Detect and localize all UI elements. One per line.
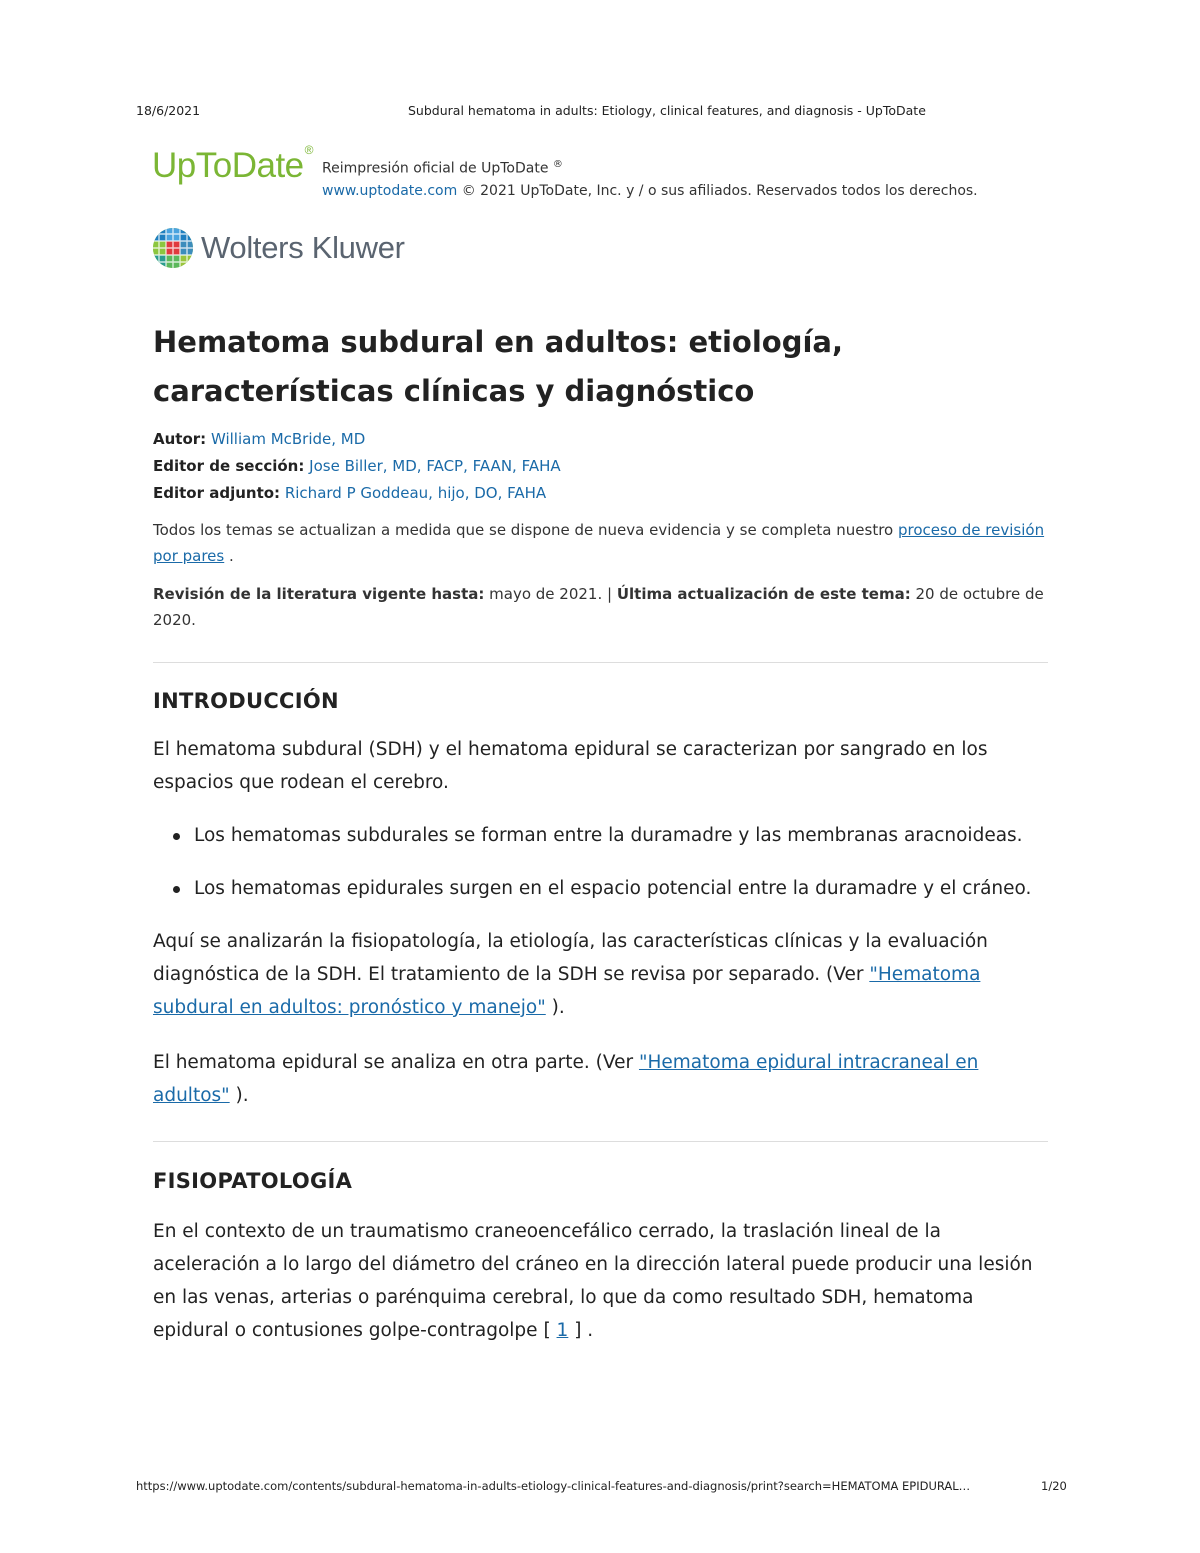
copyright-text: © 2021 UpToDate, Inc. y / o sus afiliados. Reservados todos los derechos. bbox=[457, 182, 978, 199]
reference-close: ] . bbox=[568, 1320, 594, 1341]
review-dates bbox=[153, 581, 1048, 633]
peer-review-link[interactable]: proceso de revisión por pares bbox=[153, 521, 1045, 565]
update-note-text: Todos los temas se actualizan a medida que se dispone de nueva evidencia y se completa nuestro bbox=[153, 521, 894, 539]
list-item-text: Los hematomas subdurales se forman entre la duramadre y las membranas aracnoideas. bbox=[194, 825, 1023, 846]
author-line bbox=[153, 426, 1048, 453]
update-note-end: . bbox=[224, 547, 234, 565]
lit-review-label: Revisión de la literatura vigente hasta: bbox=[153, 585, 485, 603]
section-editor-label: Editor de sección: bbox=[153, 457, 305, 475]
physio-heading: FISIOPATOLOGÍA bbox=[153, 1169, 353, 1193]
lit-review-value: mayo de 2021. | bbox=[484, 585, 617, 603]
reference-link-1[interactable]: 1 bbox=[556, 1320, 569, 1341]
physio-paragraph-1 bbox=[153, 1215, 1048, 1347]
page-number: 1/20 bbox=[1041, 1479, 1067, 1493]
physio-p1-text: En el contexto de un traumatismo craneoencefálico cerrado, la traslación lineal de la aceleración a lo largo del diámetro del cráneo en la dirección lateral puede producir una lesión en las venas, arterias o parénquima cerebral, lo que da como resultado SDH, hematoma epidural o contusiones golpe-contragolpe bbox=[153, 1221, 1033, 1341]
last-updated-label: Última actualización de este tema: bbox=[616, 585, 911, 603]
section-editor-line bbox=[153, 453, 1048, 480]
intro-paragraph-3 bbox=[153, 1046, 1048, 1112]
uptodate-site-link[interactable]: www.uptodate.com bbox=[322, 182, 458, 199]
article-metadata bbox=[153, 426, 1048, 507]
reprint-notice bbox=[322, 154, 978, 202]
intro-paragraph-1: El hematoma subdural (SDH) y el hematoma epidural se caracterizan por sangrado en los espacios que rodean el cerebro. bbox=[153, 739, 988, 793]
uptodate-logo bbox=[152, 143, 313, 186]
reprint-label: Reimpresión oficial de UpToDate bbox=[322, 160, 549, 177]
intro-p3-text: El hematoma epidural se analiza en otra parte. (Ver bbox=[153, 1052, 639, 1073]
deputy-editor-label: Editor adjunto: bbox=[153, 484, 281, 502]
article-content bbox=[153, 318, 1048, 1347]
section-divider bbox=[153, 1141, 1048, 1142]
bullet-icon bbox=[173, 886, 180, 893]
list-item bbox=[153, 819, 1048, 852]
article-title: Hematoma subdural en adultos: etiología, características clínicas y diagnóstico bbox=[153, 325, 843, 408]
deputy-editor-link[interactable]: Richard P Goddeau, hijo, DO, FAHA bbox=[284, 484, 547, 502]
sdh-management-link[interactable]: "Hematoma subdural en adultos: pronóstico y manejo" bbox=[153, 964, 981, 1018]
intro-p3-end: ). bbox=[229, 1085, 249, 1106]
wolters-kluwer-text: Wolters Kluwer bbox=[201, 230, 405, 265]
intro-paragraph-2 bbox=[153, 925, 1048, 1024]
intro-heading: INTRODUCCIÓN bbox=[153, 689, 339, 713]
wolters-kluwer-mark-icon bbox=[152, 227, 194, 269]
wolters-kluwer-logo bbox=[152, 227, 405, 269]
update-note bbox=[153, 517, 1048, 569]
reference-open: [ bbox=[543, 1320, 557, 1341]
section-editor-link[interactable]: Jose Biller, MD, FACP, FAAN, FAHA bbox=[309, 457, 561, 475]
deputy-editor-line bbox=[153, 480, 1048, 507]
print-page-title: Subdural hematoma in adults: Etiology, clinical features, and diagnosis - UpToDate bbox=[408, 103, 926, 118]
list-item bbox=[153, 872, 1048, 905]
print-url: https://www.uptodate.com/contents/subdural-hematoma-in-adults-etiology-clinical-features-and-diagnosis/print?search=HEMATOMA EPIDURAL… bbox=[136, 1479, 971, 1493]
intro-p2-end: ). bbox=[545, 997, 565, 1018]
section-divider bbox=[153, 662, 1048, 663]
reprint-registered-mark: ® bbox=[552, 159, 563, 170]
uptodate-logo-text: UpToDate bbox=[152, 146, 304, 185]
author-label: Autor: bbox=[153, 430, 207, 448]
list-item-text: Los hematomas epidurales surgen en el espacio potencial entre la duramadre y el cráneo. bbox=[194, 878, 1032, 899]
last-updated-value: 20 de octubre de 2020. bbox=[153, 585, 1044, 629]
author-link[interactable]: William McBride, MD bbox=[210, 430, 366, 448]
epidural-hematoma-link[interactable]: "Hematoma epidural intracraneal en adultos" bbox=[153, 1052, 979, 1106]
intro-bullet-list bbox=[153, 819, 1048, 905]
intro-p2-text: Aquí se analizarán la fisiopatología, la etiología, las características clínicas y la evaluación diagnóstica de la SDH. El tratamiento de la SDH se revisa por separado. (Ver bbox=[153, 931, 988, 985]
bullet-icon bbox=[173, 833, 180, 840]
registered-mark: ® bbox=[304, 143, 313, 158]
print-date: 18/6/2021 bbox=[136, 103, 201, 118]
